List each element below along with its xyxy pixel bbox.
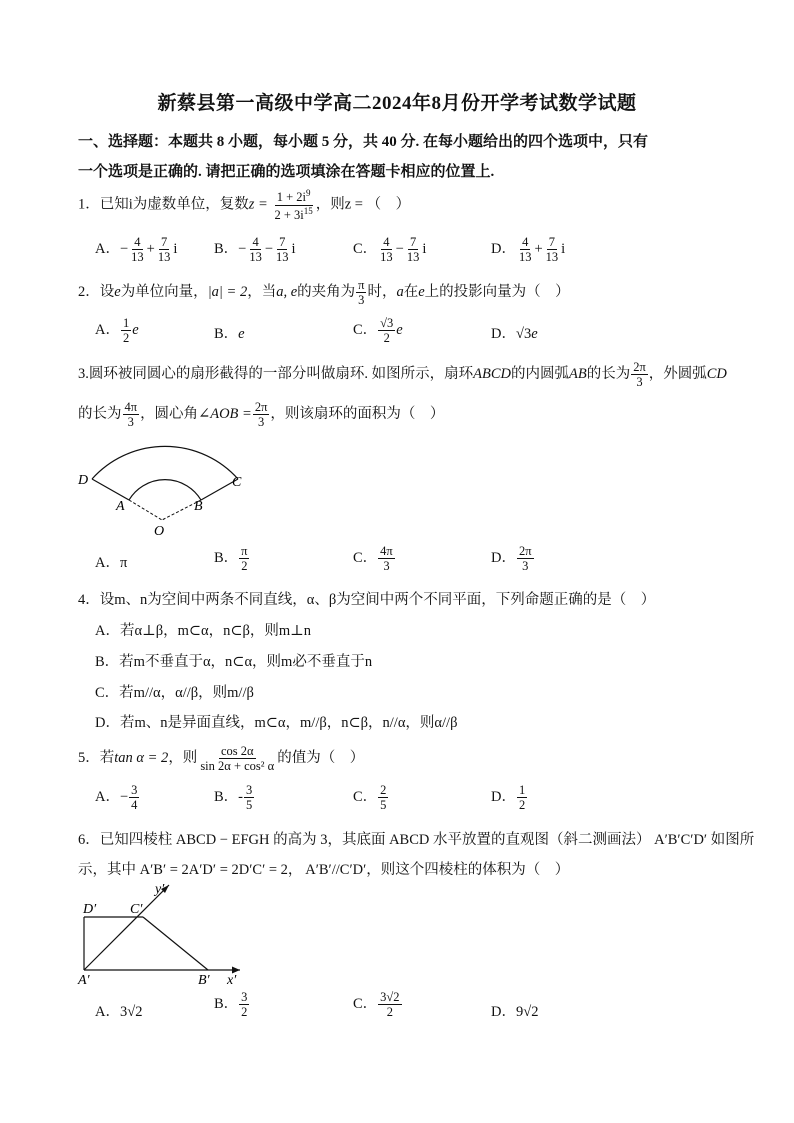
label-d: D (78, 473, 89, 488)
outer-arc-cd (92, 446, 238, 479)
inner-arc-ab (129, 480, 201, 500)
label-b: B (194, 499, 203, 514)
q6-option-d[interactable]: D．9√2 (491, 1004, 539, 1020)
q2-option-d[interactable]: D．√3e (491, 326, 538, 342)
label-b-prime: B′ (198, 973, 210, 988)
question-2-stem: 2．设e为单位向量，|a| = 2，当a, e的夹角为 $\frac{\pi}{3}$ 时，a在e上的投影向量为（ ） (78, 278, 570, 308)
label-x-axis: x′ (227, 973, 237, 988)
label-c-prime: C′ (130, 902, 143, 917)
question-4-stem: 4．设m、n为空间中两条不同直线，α、β为空间中两个不同平面，下列命题正确的是（ ） (78, 592, 656, 608)
q5-option-b[interactable]: B．- $\frac{3}{5}$ (214, 783, 253, 813)
oblique-view-figure (72, 878, 252, 990)
label-c: C (232, 475, 242, 490)
question-6-line1: 6．已知四棱柱 ABCD − EFGH 的高为 3，其底面 ABCD 水平放置的直观图（斜二测画法） A′B′C′D′ 如图所 (78, 832, 755, 848)
q3-option-b[interactable]: B． $\frac{\pi}{2}$ (214, 544, 248, 574)
q3-option-c[interactable]: C． $\frac{4\pi}{3}$ (353, 544, 393, 574)
q6-option-c[interactable]: C． $\frac{3√2}{2}$ (353, 990, 400, 1020)
question-3-line2: 的长为 $\frac{4\pi}{3}$ ，圆心角∠AOB = $\frac{2\pi}{3}$ ，则该扇环的面积为（ ） (78, 400, 445, 430)
q2-option-a[interactable]: A． $\frac{1}{2}$ e (95, 316, 139, 346)
q6-option-b[interactable]: B． $\frac{3}{2}$ (214, 990, 248, 1020)
sector-ring-figure (70, 438, 260, 540)
question-5-stem: 5．若tan α = 2，则 $\frac{\cos 2\alpha}{\text{sin 2α + cos² α}}$ 的值为（ ） (78, 744, 365, 774)
label-a: A (116, 499, 125, 514)
q6-option-a[interactable]: A．3√2 (95, 1004, 143, 1020)
question-3-line1: 3.圆环被同圆心的扇形截得的一部分叫做扇环. 如图所示，扇环ABCD的内圆弧AB的长为 $\frac{2\pi}{3}$ ，外圆弧CD (78, 360, 727, 390)
q4-option-c[interactable]: C．若m//α，α//β，则m//β (95, 685, 254, 701)
q1-option-a[interactable]: A．− $\frac{4}{13}$ + $\frac{7}{13}$ i (95, 235, 178, 265)
segment-da (92, 479, 129, 500)
question-1-stem: 1．已知i为虚数单位，复数z = $\frac{1 + 2i^9}{2 + 3i^{15}}$ ，则z = （ ） (78, 188, 411, 222)
q1-option-c[interactable]: C． $\frac{4}{13}$ − $\frac{7}{13}$ i (353, 235, 427, 265)
q5-option-a[interactable]: A．− $\frac{3}{4}$ (95, 783, 138, 813)
q4-option-a[interactable]: A．若α⊥β，m⊂α，n⊂β，则m⊥n (95, 623, 312, 639)
q1-fraction: $\frac{1 + 2i^9}{2 + 3i^{15}}$ (274, 188, 313, 222)
segment-c-b (143, 917, 208, 970)
q4-option-d[interactable]: D．若m、n是异面直线，m⊂α，m//β，n⊂β，n//α，则α//β (95, 715, 458, 731)
q4-option-b[interactable]: B．若m不垂直于α，n⊂α，则m必不垂直于n (95, 654, 373, 670)
dashed-ao (129, 500, 162, 520)
label-y-axis: y′ (155, 882, 165, 897)
q5-option-d[interactable]: D． $\frac{1}{2}$ (491, 783, 526, 813)
page-title: 新蔡县第一高级中学高二2024年8月份开学考试数学试题 (157, 93, 637, 114)
q3-option-a[interactable]: A．π (95, 555, 128, 571)
q1-option-d[interactable]: D． $\frac{4}{13}$ + $\frac{7}{13}$ i (491, 235, 566, 265)
section-instructions-line1: 一、选择题：本题共 8 小题，每小题 5 分，共 40 分. 在每小题给出的四个选项中，只有 (78, 134, 649, 150)
q3-option-d[interactable]: D． $\frac{2\pi}{3}$ (491, 544, 532, 574)
question-6-line2: 示，其中 A′B′ = 2A′D′ = 2D′C′ = 2， A′B′//C′D′，则这个四棱柱的体积为（ ） (78, 862, 570, 878)
label-a-prime: A′ (78, 973, 90, 988)
q5-option-c[interactable]: C． $\frac{2}{5}$ (353, 783, 387, 813)
q1-option-b[interactable]: B．− $\frac{4}{13}$ − $\frac{7}{13}$ i (214, 235, 296, 265)
label-o: O (154, 524, 165, 539)
label-d-prime: D′ (83, 902, 97, 917)
q2-option-b[interactable]: B．e (214, 326, 245, 342)
q2-option-c[interactable]: C． $\frac{√3}{2}$ e (353, 316, 403, 346)
section-instructions-line2: 一个选项是正确的. 请把正确的选项填涂在答题卡相应的位置上. (78, 164, 495, 180)
